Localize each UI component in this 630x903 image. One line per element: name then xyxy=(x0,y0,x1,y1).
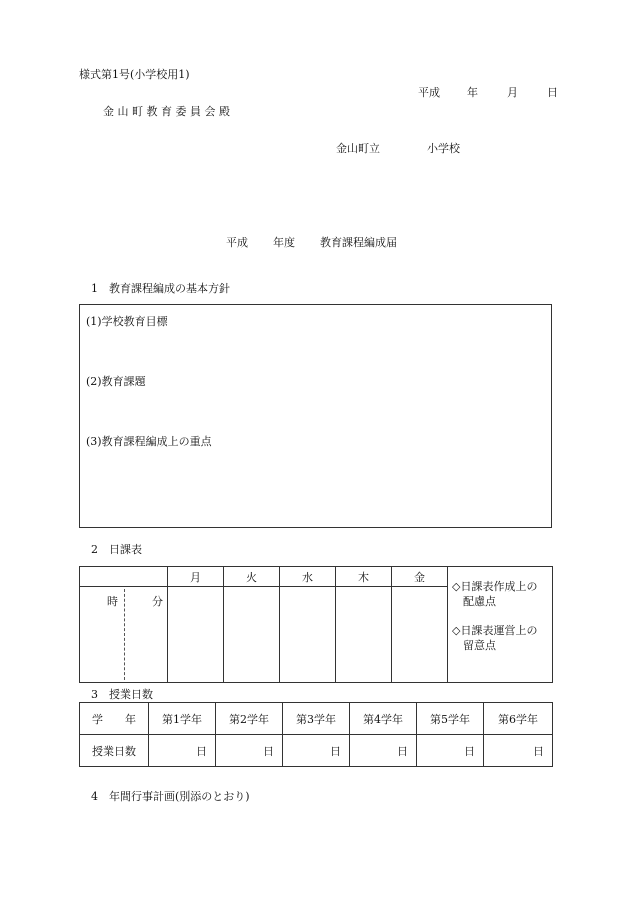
section3-heading: 3 授業日数 xyxy=(91,688,153,701)
addressee: 金 山 町 教 育 委 員 会 殿 xyxy=(103,105,230,118)
date-month: 月 xyxy=(507,86,518,99)
school-prefix: 金山町立 xyxy=(336,142,380,155)
document-title xyxy=(226,234,397,250)
policy-item-issues: (2)教育課題 xyxy=(86,375,146,388)
timetable-notes xyxy=(448,567,553,683)
timetable xyxy=(79,566,553,683)
timetable-cell-thu xyxy=(336,587,392,683)
note-operation: ◇日課表運営上の 留意点 xyxy=(452,624,538,652)
grade-5: 第5学年 xyxy=(417,703,484,735)
days-grade-1: 日 xyxy=(149,735,216,767)
title-era: 平成 xyxy=(226,236,248,249)
day-thu: 木 xyxy=(336,567,392,587)
date-day: 日 xyxy=(547,86,558,99)
grade-4: 第4学年 xyxy=(350,703,417,735)
grade-2: 第2学年 xyxy=(216,703,283,735)
policy-item-goal: (1)学校教育目標 xyxy=(86,315,168,328)
section4-heading: 4 年間行事計画(別添のとおり) xyxy=(91,790,250,803)
time-column xyxy=(80,587,168,683)
policy-box xyxy=(79,304,552,528)
timetable-cell-tue xyxy=(224,587,280,683)
minute-label: 分 xyxy=(152,595,163,608)
date-line xyxy=(418,84,558,100)
timetable-cell-wed xyxy=(280,587,336,683)
school-days-label: 授業日数 xyxy=(80,735,149,767)
policy-item-priority: (3)教育課程編成上の重点 xyxy=(86,435,212,448)
grade-3: 第3学年 xyxy=(283,703,350,735)
day-wed: 水 xyxy=(280,567,336,587)
day-fri: 金 xyxy=(392,567,448,587)
section1-heading: 1 教育課程編成の基本方針 xyxy=(91,282,230,295)
days-grade-2: 日 xyxy=(216,735,283,767)
form-id: 様式第1号(小学校用1) xyxy=(79,68,190,81)
grade-header: 学 年 xyxy=(80,703,149,735)
day-tue: 火 xyxy=(224,567,280,587)
days-grade-5: 日 xyxy=(417,735,484,767)
grade-1: 第1学年 xyxy=(149,703,216,735)
time-divider xyxy=(124,589,125,680)
timetable-cell-fri xyxy=(392,587,448,683)
title-year-label: 年度 xyxy=(273,236,295,249)
school-suffix: 小学校 xyxy=(427,142,460,155)
grade-6: 第6学年 xyxy=(484,703,553,735)
day-mon: 月 xyxy=(168,567,224,587)
days-grade-3: 日 xyxy=(283,735,350,767)
date-year: 年 xyxy=(467,86,478,99)
school-days-table xyxy=(79,702,553,767)
school-line xyxy=(336,140,460,156)
time-label: 時 xyxy=(107,595,118,608)
days-grade-6: 日 xyxy=(484,735,553,767)
days-grade-4: 日 xyxy=(350,735,417,767)
timetable-cell-mon xyxy=(168,587,224,683)
date-era: 平成 xyxy=(418,86,440,99)
title-name: 教育課程編成届 xyxy=(320,236,397,249)
timetable-corner xyxy=(80,567,168,587)
note-planning: ◇日課表作成上の 配慮点 xyxy=(452,580,538,608)
section2-heading: 2 日課表 xyxy=(91,543,142,556)
